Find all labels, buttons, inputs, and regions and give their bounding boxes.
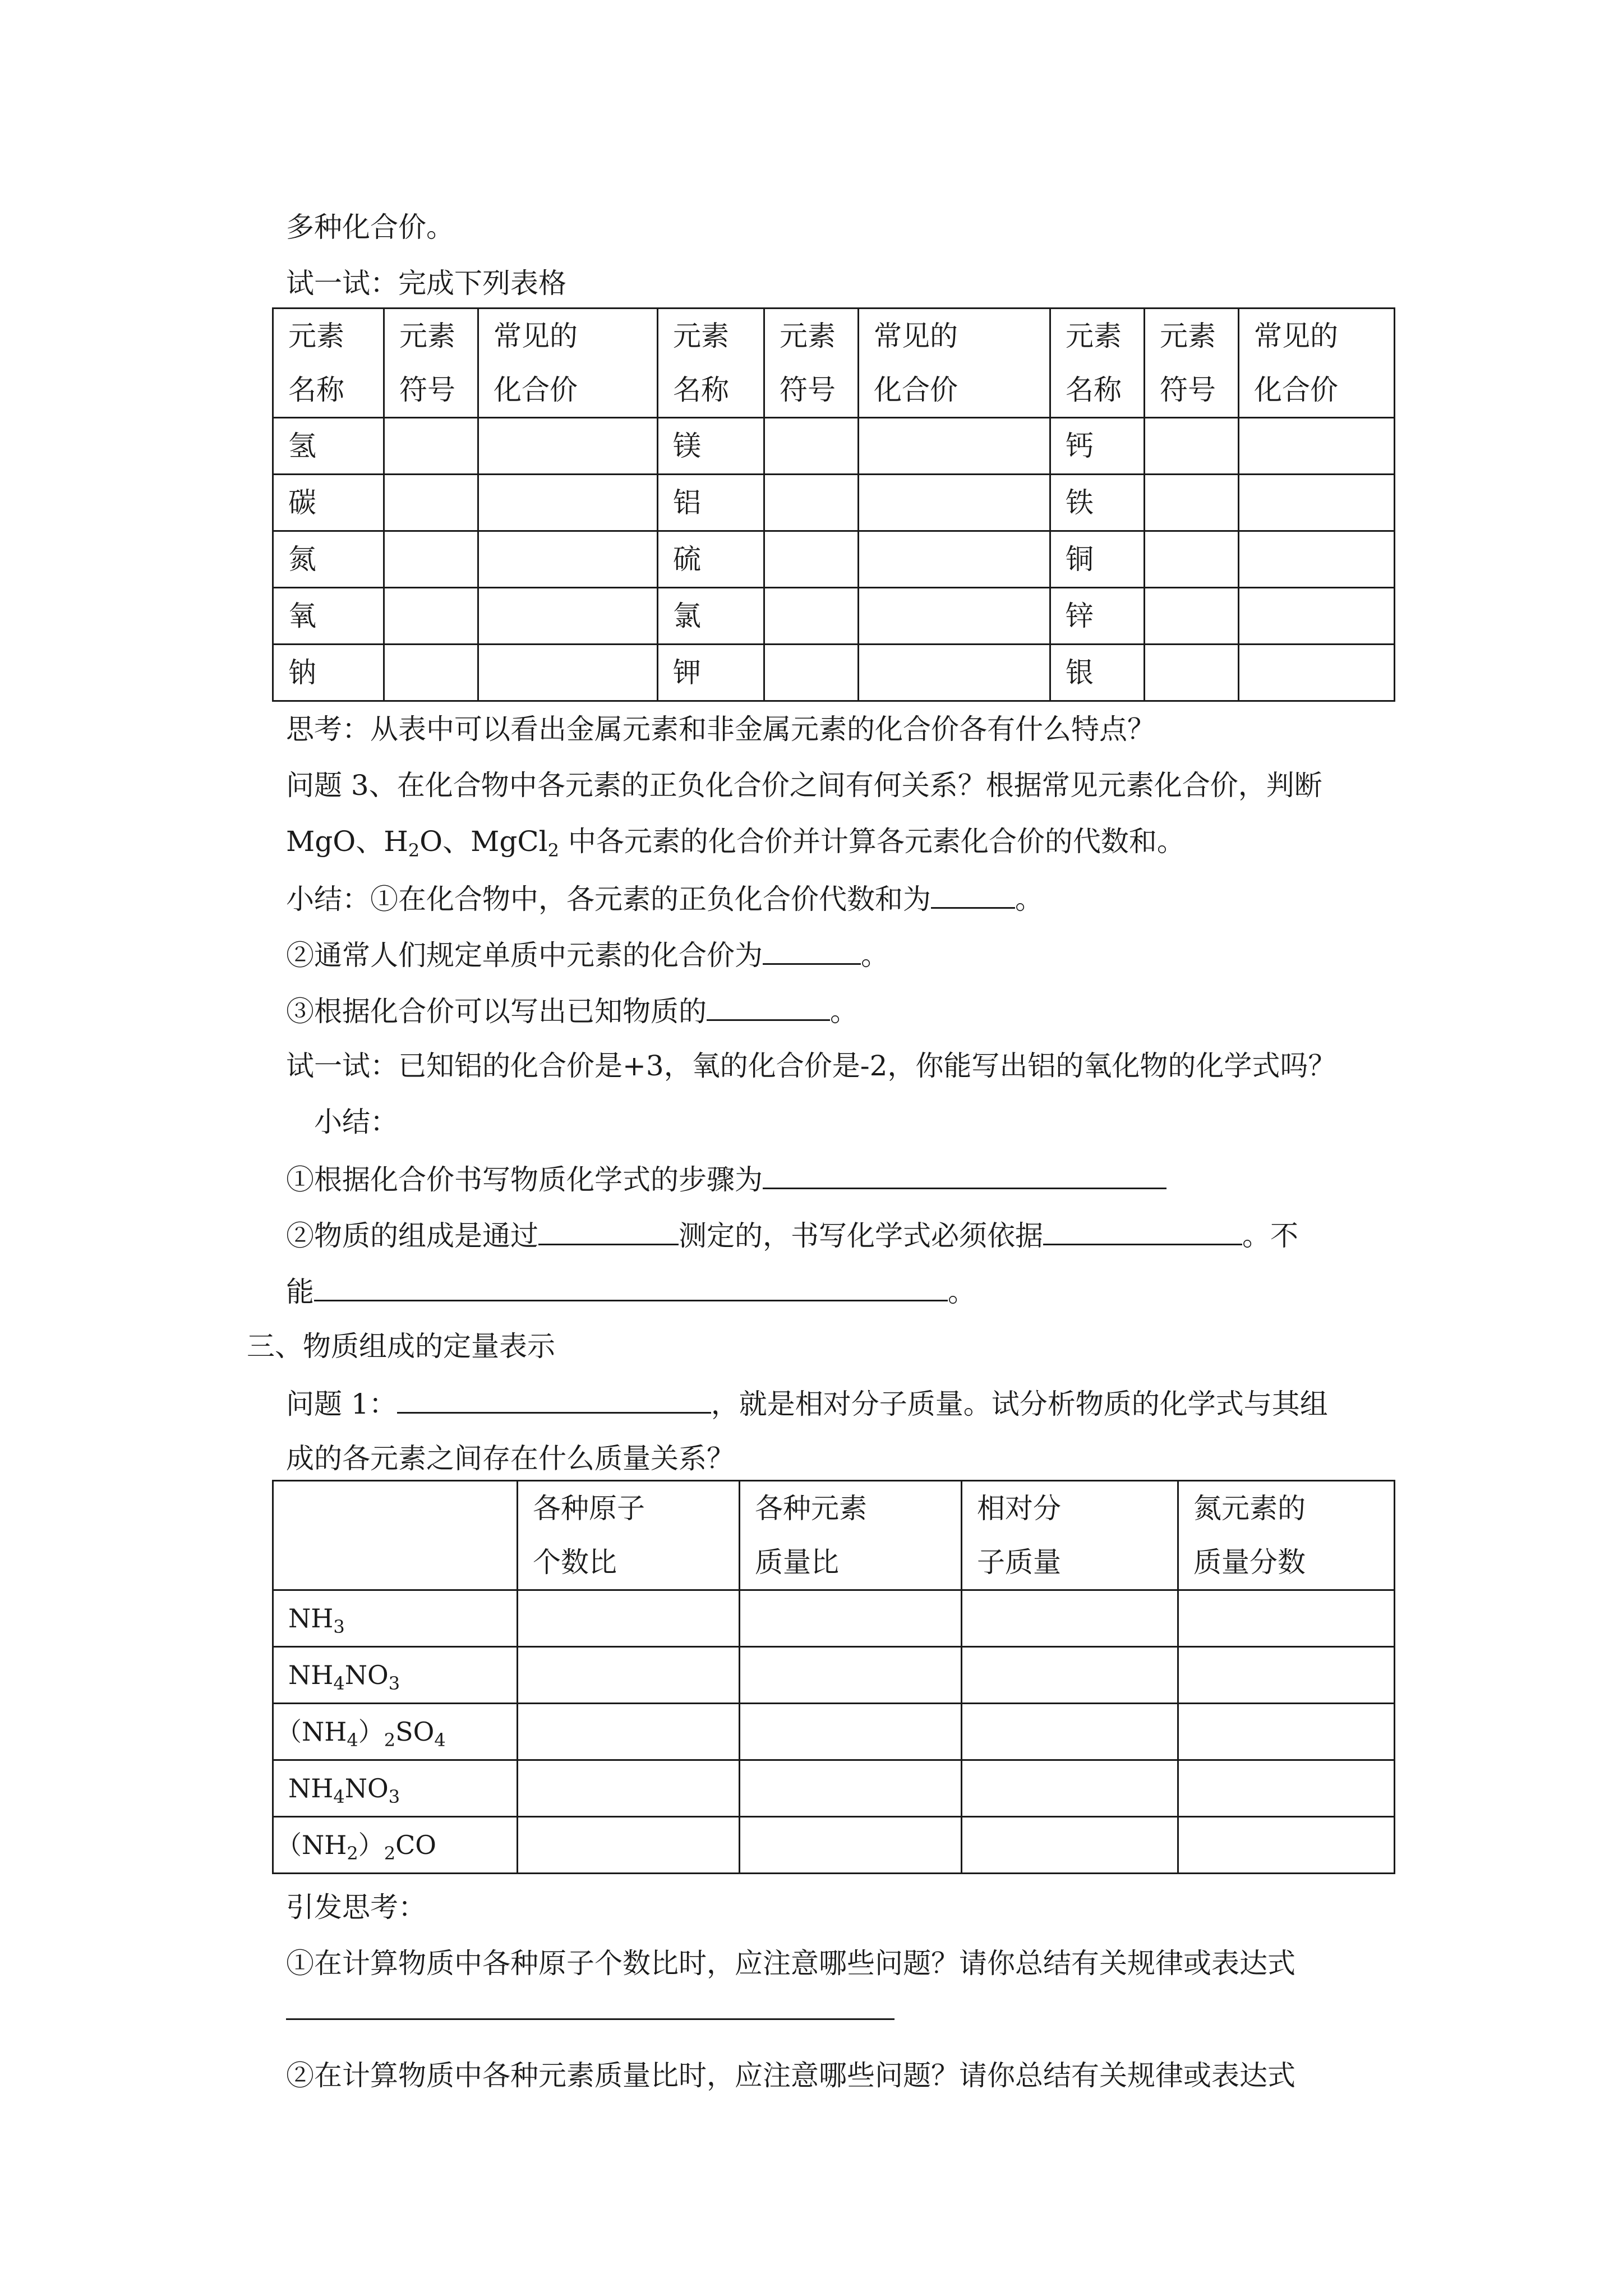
element-name-cell: 钾 bbox=[658, 645, 764, 701]
text-line: ②在计算物质中各种元素质量比时，应注意哪些问题？请你总结有关规律或表达式 bbox=[286, 2059, 1295, 2092]
answer-cell[interactable] bbox=[740, 1647, 962, 1704]
answer-cell[interactable] bbox=[962, 1704, 1178, 1760]
header-common-valence: 常见的 化合价 bbox=[1239, 309, 1395, 418]
header-element-name: 元素 名称 bbox=[658, 309, 764, 418]
text-line: 问题 3、在化合物中各元素的正负化合价之间有何关系？根据常见元素化合价，判断 bbox=[286, 769, 1322, 802]
header-element-symbol: 元素 符号 bbox=[764, 309, 859, 418]
table-row bbox=[273, 1817, 1395, 1874]
text-line: ②通常人们规定单质中元素的化合价为 。 bbox=[286, 934, 889, 975]
valence-cell[interactable] bbox=[1239, 645, 1395, 701]
compound-formula: $NH_3$ bbox=[273, 1590, 518, 1647]
answer-cell[interactable] bbox=[740, 1760, 962, 1817]
text-line: 小结：①在化合物中，各元素的正负化合价代数和为 。 bbox=[286, 878, 1043, 919]
header-relative-molecular-mass: 相对分 子质量 bbox=[962, 1481, 1178, 1590]
answer-blank[interactable] bbox=[538, 1214, 679, 1245]
answer-cell[interactable] bbox=[1178, 1817, 1395, 1874]
text-line: 试一试：已知铝的化合价是+3，氧的化合价是-2，你能写出铝的氧化物的化学式吗？ bbox=[286, 1050, 1336, 1082]
valence-cell[interactable] bbox=[1239, 531, 1395, 588]
table-row bbox=[273, 645, 1395, 701]
valence-cell[interactable] bbox=[859, 645, 1050, 701]
answer-cell[interactable] bbox=[962, 1647, 1178, 1704]
valence-cell[interactable] bbox=[1239, 418, 1395, 475]
valence-cell[interactable] bbox=[478, 418, 658, 475]
valence-table bbox=[272, 307, 1395, 702]
text-line: 引发思考： bbox=[286, 1891, 426, 1924]
answer-cell[interactable] bbox=[1178, 1704, 1395, 1760]
symbol-cell[interactable] bbox=[764, 531, 859, 588]
answer-cell[interactable] bbox=[1178, 1590, 1395, 1647]
element-name-cell: 钙 bbox=[1050, 418, 1145, 475]
symbol-cell[interactable] bbox=[384, 475, 478, 531]
answer-cell[interactable] bbox=[1178, 1647, 1395, 1704]
element-name-cell: 铁 bbox=[1050, 475, 1145, 531]
symbol-cell[interactable] bbox=[1145, 588, 1239, 645]
valence-cell[interactable] bbox=[478, 475, 658, 531]
answer-cell[interactable] bbox=[518, 1704, 740, 1760]
section-heading: 三、物质组成的定量表示 bbox=[247, 1330, 555, 1363]
symbol-cell[interactable] bbox=[384, 645, 478, 701]
symbol-cell[interactable] bbox=[384, 531, 478, 588]
element-name-cell: 氮 bbox=[273, 531, 384, 588]
element-name-cell: 硫 bbox=[658, 531, 764, 588]
answer-blank[interactable] bbox=[763, 934, 861, 965]
symbol-cell[interactable] bbox=[764, 645, 859, 701]
symbol-cell[interactable] bbox=[764, 588, 859, 645]
element-name-cell: 氧 bbox=[273, 588, 384, 645]
symbol-cell[interactable] bbox=[1145, 531, 1239, 588]
answer-blank[interactable] bbox=[763, 1158, 1166, 1189]
answer-cell[interactable] bbox=[962, 1590, 1178, 1647]
text-line: 多种化合价。 bbox=[286, 211, 454, 243]
symbol-cell[interactable] bbox=[1145, 645, 1239, 701]
header-element-name: 元素 名称 bbox=[1050, 309, 1145, 418]
element-name-cell: 碳 bbox=[273, 475, 384, 531]
compound-formula: $NH_4NO_3$ bbox=[273, 1760, 518, 1817]
table-row bbox=[273, 1647, 1395, 1704]
answer-cell[interactable] bbox=[518, 1817, 740, 1874]
text-line: MgO、$H_2O$、MgCl$_2$ 中各元素的化合价并计算各元素化合价的代数和。 bbox=[286, 825, 1185, 861]
header-common-valence: 常见的 化合价 bbox=[859, 309, 1050, 418]
valence-cell[interactable] bbox=[859, 531, 1050, 588]
table-row bbox=[273, 1590, 1395, 1647]
valence-cell[interactable] bbox=[859, 418, 1050, 475]
element-name-cell: 镁 bbox=[658, 418, 764, 475]
text-line: 思考：从表中可以看出金属元素和非金属元素的化合价各有什么特点？ bbox=[286, 713, 1155, 746]
compound-table bbox=[272, 1480, 1395, 1874]
answer-cell[interactable] bbox=[1178, 1760, 1395, 1817]
text-line: 能 。 bbox=[286, 1271, 976, 1312]
text-line: 问题 1： ，就是相对分子质量。试分析物质的化学式与其组 bbox=[286, 1383, 1328, 1424]
compound-formula: $NH_4NO_3$ bbox=[273, 1647, 518, 1704]
text-line: ②物质的组成是通过 测定的，书写化学式必须依据 。不 bbox=[286, 1214, 1298, 1255]
text-line: 小结： bbox=[314, 1106, 398, 1138]
element-name-cell: 氯 bbox=[658, 588, 764, 645]
symbol-cell[interactable] bbox=[1145, 475, 1239, 531]
text-line: 成的各元素之间存在什么质量关系？ bbox=[286, 1442, 735, 1475]
header-element-name: 元素 名称 bbox=[273, 309, 384, 418]
header-common-valence: 常见的 化合价 bbox=[478, 309, 658, 418]
valence-cell[interactable] bbox=[478, 588, 658, 645]
table-row bbox=[273, 1704, 1395, 1760]
answer-cell[interactable] bbox=[518, 1590, 740, 1647]
answer-cell[interactable] bbox=[962, 1760, 1178, 1817]
table-row bbox=[273, 1760, 1395, 1817]
symbol-cell[interactable] bbox=[384, 588, 478, 645]
valence-cell[interactable] bbox=[1239, 475, 1395, 531]
symbol-cell[interactable] bbox=[764, 418, 859, 475]
table-row bbox=[273, 588, 1395, 645]
header-atom-ratio: 各种原子 个数比 bbox=[518, 1481, 740, 1590]
text-line: ③根据化合价可以写出已知物质的 。 bbox=[286, 990, 858, 1031]
header-nitrogen-mass-fraction: 氮元素的 质量分数 bbox=[1178, 1481, 1395, 1590]
valence-cell[interactable] bbox=[859, 475, 1050, 531]
valence-cell[interactable] bbox=[859, 588, 1050, 645]
header-compound bbox=[273, 1481, 518, 1590]
answer-cell[interactable] bbox=[518, 1760, 740, 1817]
answer-blank[interactable] bbox=[931, 878, 1015, 909]
table-row bbox=[273, 475, 1395, 531]
symbol-cell[interactable] bbox=[764, 475, 859, 531]
valence-cell[interactable] bbox=[1239, 588, 1395, 645]
symbol-cell[interactable] bbox=[384, 418, 478, 475]
element-name-cell: 银 bbox=[1050, 645, 1145, 701]
text-line: ①在计算物质中各种原子个数比时，应注意哪些问题？请你总结有关规律或表达式 bbox=[286, 1947, 1295, 1980]
element-name-cell: 钠 bbox=[273, 645, 384, 701]
element-name-cell: 锌 bbox=[1050, 588, 1145, 645]
valence-cell[interactable] bbox=[478, 645, 658, 701]
table-row bbox=[273, 531, 1395, 588]
answer-blank[interactable] bbox=[1043, 1214, 1242, 1245]
compound-formula: $(NH_2)_2CO$ bbox=[273, 1817, 518, 1874]
element-name-cell: 铝 bbox=[658, 475, 764, 531]
answer-blank[interactable] bbox=[286, 2018, 895, 2020]
text-line: 试一试：完成下列表格 bbox=[286, 267, 566, 300]
text-line: ①根据化合价书写物质化学式的步骤为 bbox=[286, 1158, 1166, 1199]
header-mass-ratio: 各种元素 质量比 bbox=[740, 1481, 962, 1590]
table-row bbox=[273, 418, 1395, 475]
header-element-symbol: 元素 符号 bbox=[384, 309, 478, 418]
element-name-cell: 铜 bbox=[1050, 531, 1145, 588]
header-element-symbol: 元素 符号 bbox=[1145, 309, 1239, 418]
compound-formula: $(NH_4)_2SO_4$ bbox=[273, 1704, 518, 1760]
answer-blank[interactable] bbox=[707, 990, 830, 1021]
answer-cell[interactable] bbox=[962, 1817, 1178, 1874]
answer-cell[interactable] bbox=[740, 1817, 962, 1874]
answer-blank[interactable] bbox=[397, 1383, 711, 1414]
valence-cell[interactable] bbox=[478, 531, 658, 588]
answer-blank[interactable] bbox=[314, 1271, 948, 1301]
element-name-cell: 氢 bbox=[273, 418, 384, 475]
answer-cell[interactable] bbox=[740, 1590, 962, 1647]
symbol-cell[interactable] bbox=[1145, 418, 1239, 475]
answer-cell[interactable] bbox=[518, 1647, 740, 1704]
answer-cell[interactable] bbox=[740, 1704, 962, 1760]
